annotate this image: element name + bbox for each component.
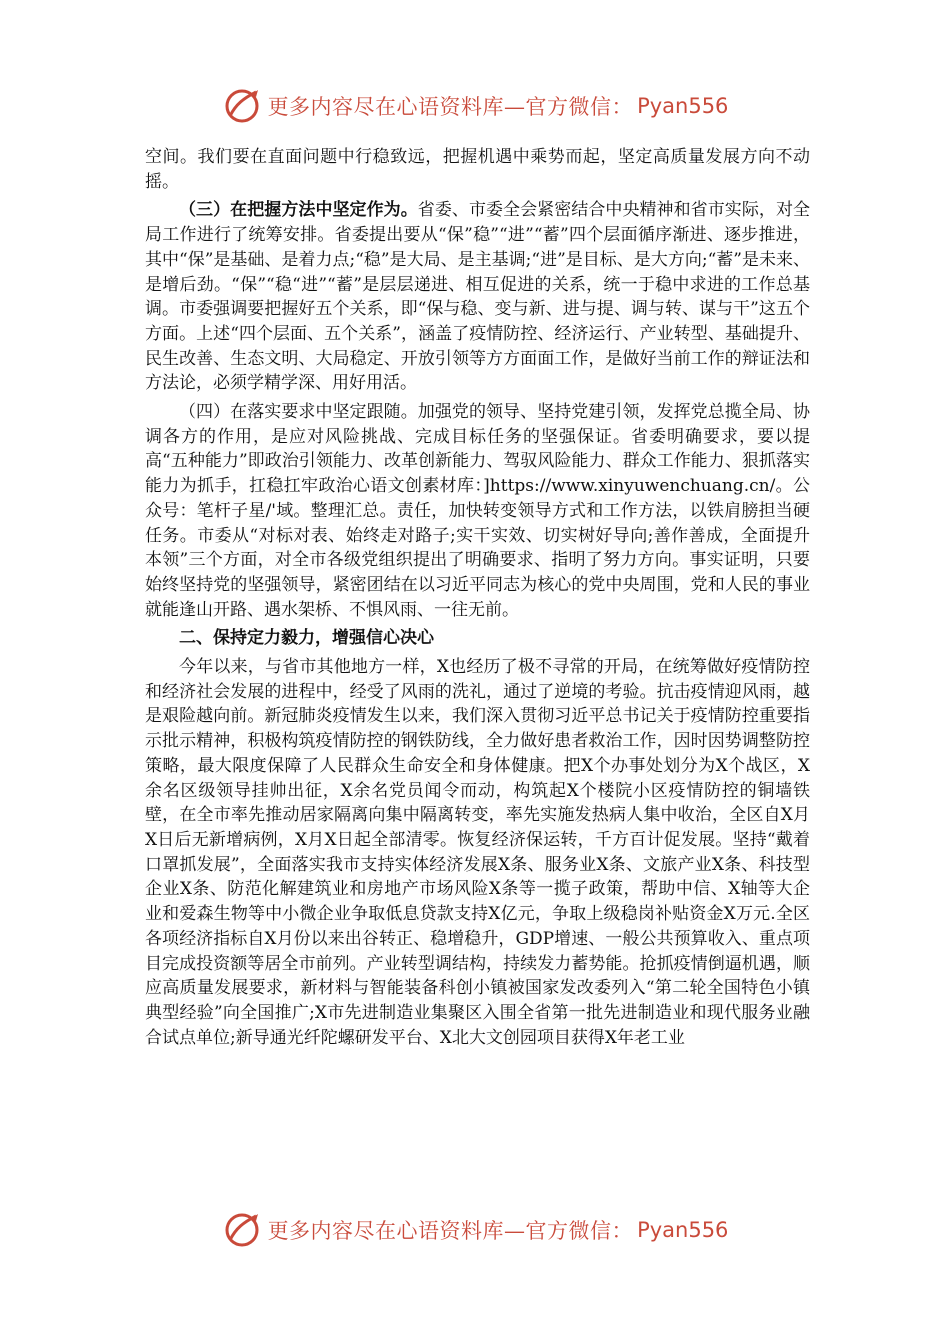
banner-text: 更多内容尽在心语资料库—官方微信： <box>267 95 634 119</box>
paragraph-1: 空间。我们要在直面问题中行稳致远，把握机遇中乘势而起，坚定高质量发展方向不动摇。 <box>145 147 810 192</box>
banner-wechat-handle: Pyan556 <box>637 94 729 118</box>
paragraph-2-lead: （三）在把握方法中坚定作为。 <box>179 200 418 221</box>
banner-text: 更多内容尽在心语资料库—官方微信： <box>267 1219 634 1243</box>
paragraph-2 <box>145 198 810 396</box>
footer-banner <box>0 1208 950 1252</box>
brush-pen-logo-icon <box>222 86 262 126</box>
header-banner <box>0 84 950 128</box>
paragraph-2-body: 省委、市委全会紧密结合中央精神和省市实际，对全局工作进行了统筹安排。省委提出要从“保”稳”“进”“蓄”四个层面循序渐进、逐步推进，其中“保”是基础、是着力点;“稳”是大局、是主基调;“进”是目标、是大方向;“蓄”是未来、是增后劲。“保”“稳“进”“蓄”是层层递进、相互促进的关系，统一于稳中求进的工作总基调。市委强调要把握好五个关系，即“保与稳、变与新、进与提、调与转、谋与干”这五个方面。上述“四个层面、五个关系”，涵盖了疫情防控、经济运行、产业转型、基础提升、民生改善、生态文明、大局稳定、开放引领等方方面面工作，是做好当前工作的辩证法和方法论，必须学精学深、用好用活。 <box>145 200 811 394</box>
paragraph-3: （四）在落实要求中坚定跟随。加强党的领导、坚持党建引领，发挥党总揽全局、协调各方的作用，是应对风险挑战、完成目标任务的坚强保证。省委明确要求，要以提高“五种能力”即政治引领能力、改革创新能力、驾驭风险能力、群众工作能力、狠抓落实能力为抓手，扛稳扛牢政治心语文创素材库：]https://www.xinyuwenchuang.cn/。公众号：笔杆子星/'域。整理汇总。责任，加快转变领导方式和工作方法，以铁肩膀担当硬任务。市委从“对标对表、始终走对路子;实干实效、切实树好导向;善作善成，全面提升本领”三个方面，对全市各级党组织提出了明确要求、指明了努力方向。事实证明，只要始终坚持党的坚强领导，紧密团结在以习近平同志为核心的党中央周围，党和人民的事业就能逢山开路、遇水架桥、不惧风雨、一往无前。 <box>145 402 810 620</box>
brush-pen-logo-icon <box>222 1210 262 1250</box>
banner-wechat-handle: Pyan556 <box>637 1218 729 1242</box>
paragraph-4: 今年以来，与省市其他地方一样，X也经历了极不寻常的开局，在统筹做好疫情防控和经济社会发展的进程中，经受了风雨的洗礼，通过了逆境的考验。抗击疫情迎风雨，越是艰险越向前。新冠肺炎疫情发生以来，我们深入贯彻习近平总书记关于疫情防控重要指示批示精神，积极构筑疫情防控的钢铁防线，全力做好患者救治工作，因时因势调整防控策略，最大限度保障了人民群众生命安全和身体健康。把X个办事处划分为X个战区，X余名区级领导挂帅出征，X余名党员闻令而动，构筑起X个楼院小区疫情防控的铜墙铁壁，在全市率先推动居家隔离向集中隔离转变，率先实施发热病人集中收治，全区自X月X日后无新增病例，X月X日起全部清零。恢复经济保运转，千方百计促发展。坚持“戴着口罩抓发展”，全面落实我市支持实体经济发展X条、服务业X条、文旅产业X条、科技型企业X条、防范化解建筑业和房地产市场风险X条等一揽子政策，帮助中信、X轴等大企业和爱森生物等中小微企业争取低息贷款支持X亿元，争取上级稳岗补贴资金X万元.全区各项经济指标自X月份以来出谷转正、稳增稳升，GDP增速、一般公共预算收入、重点项目完成投资额等居全市前列。产业转型调结构，持续发力蓄势能。抢抓疫情倒逼机遇，顺应高质量发展要求，新材料与智能装备科创小镇被国家发改委列入“第二轮全国特色小镇典型经验”向全国推广;X市先进制造业集聚区入围全省第一批先进制造业和现代服务业融合试点单位;新导通光纤陀螺研发平台、X北大文创园项目获得X年老工业 <box>145 657 810 1048</box>
document-body <box>145 145 810 1054</box>
section-heading-2: 二、保持定力毅力，增强信心决心 <box>179 628 434 649</box>
